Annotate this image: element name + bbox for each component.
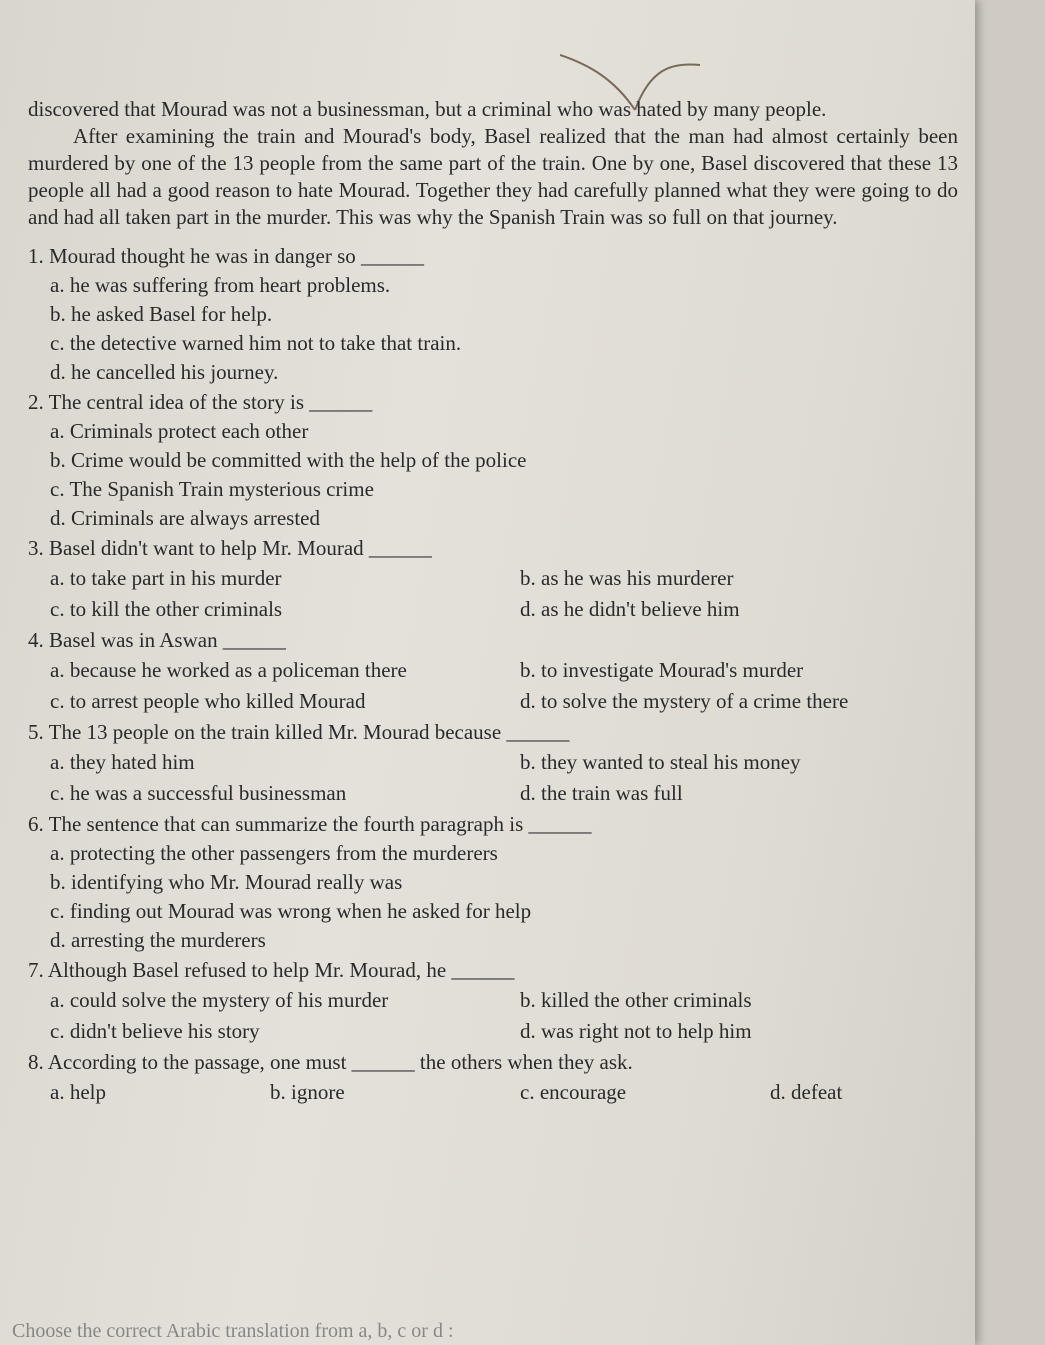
question-stem: 5. The 13 people on the train killed Mr. Mourad because ______ (28, 720, 570, 744)
option-a[interactable]: a. Criminals protect each other (50, 419, 309, 443)
question-5 (28, 717, 958, 809)
question-stem: 8. According to the passage, one must ______ the others when they ask. (28, 1050, 633, 1074)
worksheet (28, 96, 958, 1108)
option-c[interactable]: c. to arrest people who killed Mourad (50, 689, 366, 713)
passage-paragraph: After examining the train and Mourad's body, Basel realized that the man had almost certainly been murdered by one of the 13 people from the same part of the train. One by one, Basel discovered that these 13 people all had a good reason to hate Mourad. Together they had carefully planned what they were going to do and had all taken part in the murder. This was why the Spanish Train was so full on that journey. (28, 124, 958, 229)
option-b[interactable]: b. Crime would be committed with the help of the police (50, 448, 527, 472)
question-stem: 1. Mourad thought he was in danger so ______ (28, 244, 425, 268)
question-3 (28, 533, 958, 625)
option-c[interactable]: c. didn't believe his story (50, 1019, 260, 1043)
passage-line: discovered that Mourad was not a businessman, but a criminal who was hated by many people. (28, 97, 827, 121)
question-1 (28, 241, 958, 387)
option-a[interactable]: a. to take part in his murder (50, 566, 282, 590)
option-c[interactable]: c. finding out Mourad was wrong when he asked for help (50, 899, 532, 923)
question-2 (28, 387, 958, 533)
option-a[interactable]: a. they hated him (50, 750, 195, 774)
options-grid (50, 985, 958, 1047)
option-c[interactable]: c. encourage (520, 1080, 627, 1104)
question-8 (28, 1047, 958, 1108)
question-stem: 4. Basel was in Aswan ______ (28, 628, 286, 652)
option-c[interactable]: c. the detective warned him not to take that train. (50, 331, 462, 355)
option-d[interactable]: d. was right not to help him (520, 1019, 752, 1043)
option-d[interactable]: d. as he didn't believe him (520, 597, 740, 621)
question-6 (28, 809, 958, 955)
options-row (50, 1077, 958, 1108)
reading-passage (28, 96, 958, 231)
option-d[interactable]: d. the train was full (520, 781, 683, 805)
option-d[interactable]: d. to solve the mystery of a crime there (520, 689, 849, 713)
option-d[interactable]: d. arresting the murderers (50, 928, 266, 952)
option-a[interactable]: a. help (50, 1080, 106, 1104)
option-d[interactable]: d. Criminals are always arrested (50, 506, 320, 530)
option-b[interactable]: b. to investigate Mourad's murder (520, 658, 804, 682)
option-b[interactable]: b. they wanted to steal his money (520, 750, 801, 774)
option-c[interactable]: c. The Spanish Train mysterious crime (50, 477, 374, 501)
option-c[interactable]: c. to kill the other criminals (50, 597, 283, 621)
option-b[interactable]: b. as he was his murderer (520, 566, 734, 590)
option-a[interactable]: a. because he worked as a policeman there (50, 658, 407, 682)
next-section-instruction: Choose the correct Arabic translation from a, b, c or d : (12, 1320, 454, 1342)
option-a[interactable]: a. protecting the other passengers from the murderers (50, 841, 498, 865)
option-b[interactable]: b. identifying who Mr. Mourad really was (50, 870, 403, 894)
option-b[interactable]: b. ignore (270, 1080, 345, 1104)
option-a[interactable]: a. could solve the mystery of his murder (50, 988, 389, 1012)
option-b[interactable]: b. killed the other criminals (520, 988, 752, 1012)
option-b[interactable]: b. he asked Basel for help. (50, 302, 273, 326)
question-stem: 3. Basel didn't want to help Mr. Mourad ______ (28, 536, 432, 560)
question-7 (28, 955, 958, 1047)
option-d[interactable]: d. he cancelled his journey. (50, 360, 279, 384)
options-grid (50, 563, 958, 625)
option-d[interactable]: d. defeat (770, 1080, 843, 1104)
option-a[interactable]: a. he was suffering from heart problems. (50, 273, 391, 297)
question-stem: 7. Although Basel refused to help Mr. Mourad, he ______ (28, 958, 515, 982)
question-stem: 2. The central idea of the story is ______ (28, 390, 373, 414)
options-grid (50, 747, 958, 809)
options-grid (50, 655, 958, 717)
question-4 (28, 625, 958, 717)
option-c[interactable]: c. he was a successful businessman (50, 781, 347, 805)
question-stem: 6. The sentence that can summarize the fourth paragraph is ______ (28, 812, 592, 836)
